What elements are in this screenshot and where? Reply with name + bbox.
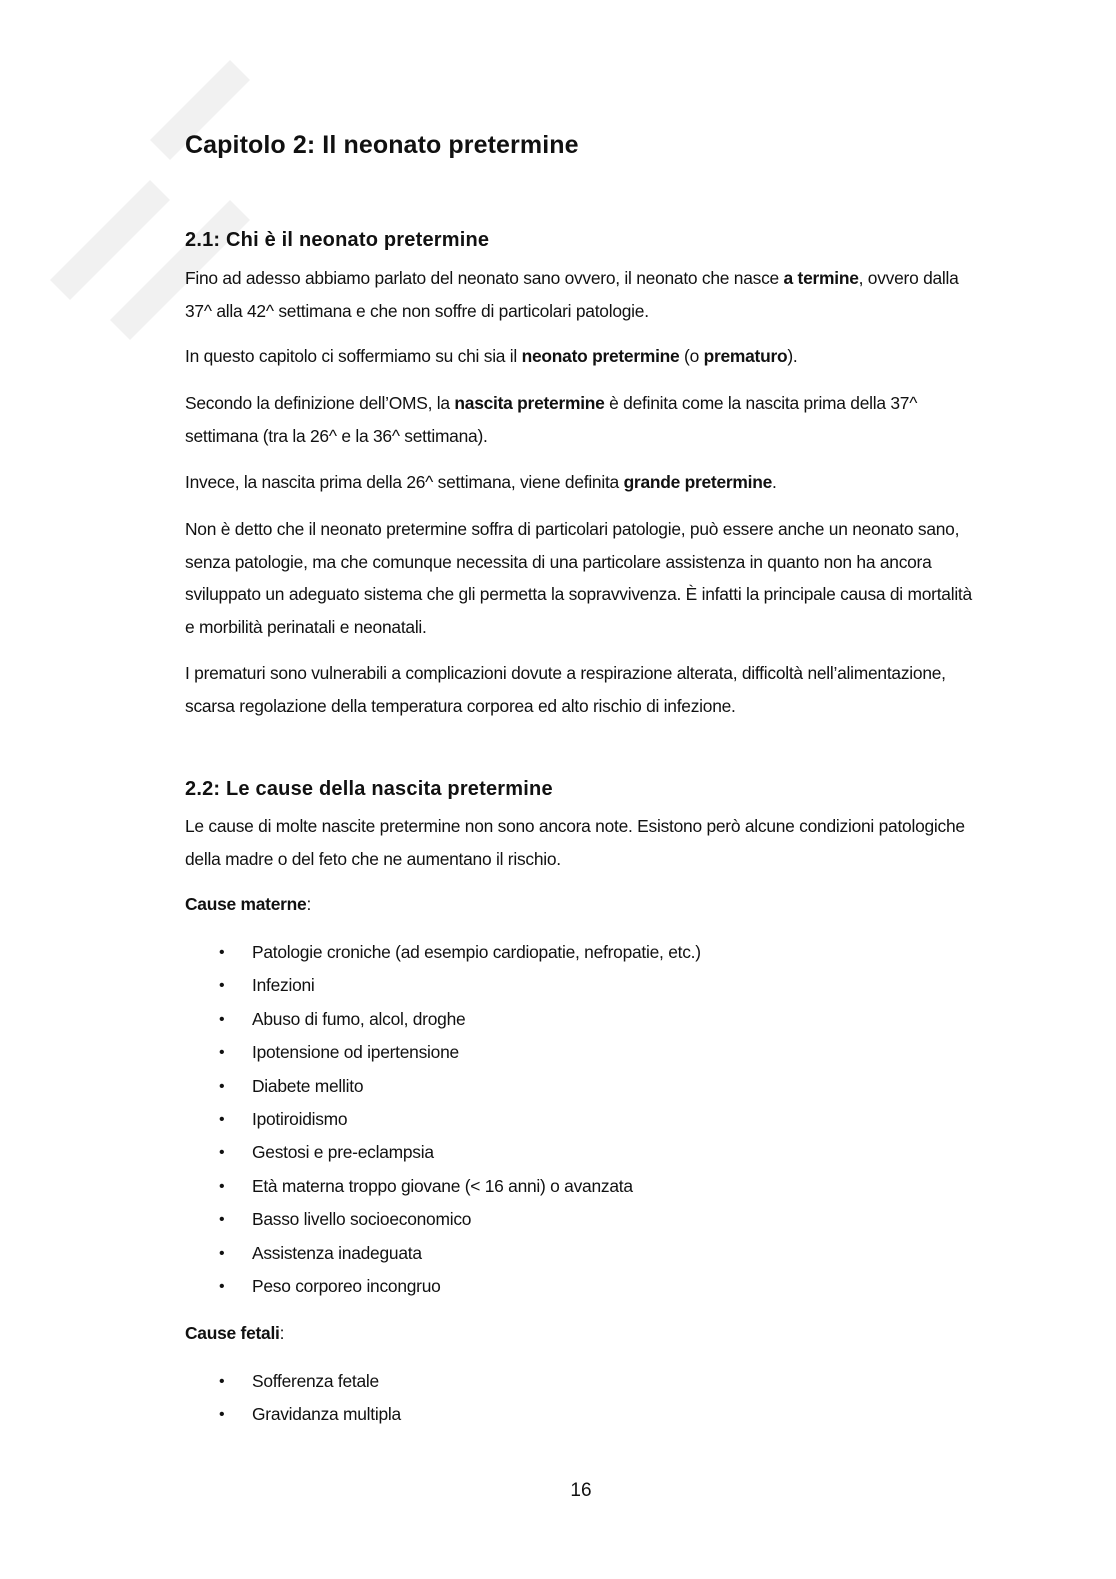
paragraph: Secondo la definizione dell’OMS, la nascita pretermine è definita come la nascita prima della 37^ settimana (tra la 26^ e la 36^ settimana).	[185, 393, 918, 446]
paragraph: Invece, la nascita prima della 26^ settimana, viene definita grande pretermine.	[185, 472, 777, 492]
paragraph: Fino ad adesso abbiamo parlato del neonato sano ovvero, il neonato che nasce a termine, ovvero dalla 37^ alla 42^ settimana e che non soffre di particolari patologie.	[185, 268, 959, 321]
fetal-causes-label: Cause fetali:	[185, 1323, 285, 1343]
list-item: • Ipotiroidismo	[185, 1103, 945, 1136]
maternal-causes-label: Cause materne:	[185, 894, 312, 914]
paragraph: I prematuri sono vulnerabili a complicazioni dovute a respirazione alterata, difficoltà nell’alimentazione, scarsa regolazione della temperatura corporea ed alto rischio di infezione.	[185, 663, 946, 716]
fetal-causes-list	[185, 1365, 945, 1432]
page-number: 16	[570, 1480, 592, 1501]
list-item: • Gravidanza multipla	[185, 1398, 945, 1431]
list-item: • Peso corporeo incongruo	[185, 1270, 945, 1303]
list-item: • Abuso di fumo, alcol, droghe	[185, 1003, 945, 1036]
list-item: • Sofferenza fetale	[185, 1365, 945, 1398]
list-item: • Assistenza inadeguata	[185, 1237, 945, 1270]
paragraph: Le cause di molte nascite pretermine non sono ancora note. Esistono però alcune condizioni patologiche della madre o del feto che ne aumentano il rischio.	[185, 816, 965, 869]
list-item: • Basso livello socioeconomico	[185, 1203, 945, 1236]
list-item: • Gestosi e pre-eclampsia	[185, 1136, 945, 1169]
paragraph: Non è detto che il neonato pretermine soffra di particolari patologie, può essere anche un neonato sano, senza patologie, ma che comunque necessita di una particolare assistenza in quanto non ha ancora sviluppato un adeguato sistema che gli permetta la sopravvivenza. È infatti la principale causa di mortalità e morbilità perinatali e neonatali.	[185, 519, 972, 637]
section-heading-2-2: 2.2: Le cause della nascita pretermine	[185, 778, 553, 800]
list-item: • Età materna troppo giovane (< 16 anni) o avanzata	[185, 1170, 945, 1203]
list-item: • Patologie croniche (ad esempio cardiopatie, nefropatie, etc.)	[185, 936, 945, 969]
list-item: • Infezioni	[185, 969, 945, 1002]
list-item: • Diabete mellito	[185, 1070, 945, 1103]
paragraph: In questo capitolo ci soffermiamo su chi sia il neonato pretermine (o prematuro).	[185, 346, 798, 366]
list-item: • Ipotensione od ipertensione	[185, 1036, 945, 1069]
maternal-causes-list	[185, 936, 945, 1303]
chapter-title: Capitolo 2: Il neonato pretermine	[185, 131, 579, 159]
section-heading-2-1: 2.1: Chi è il neonato pretermine	[185, 229, 490, 251]
